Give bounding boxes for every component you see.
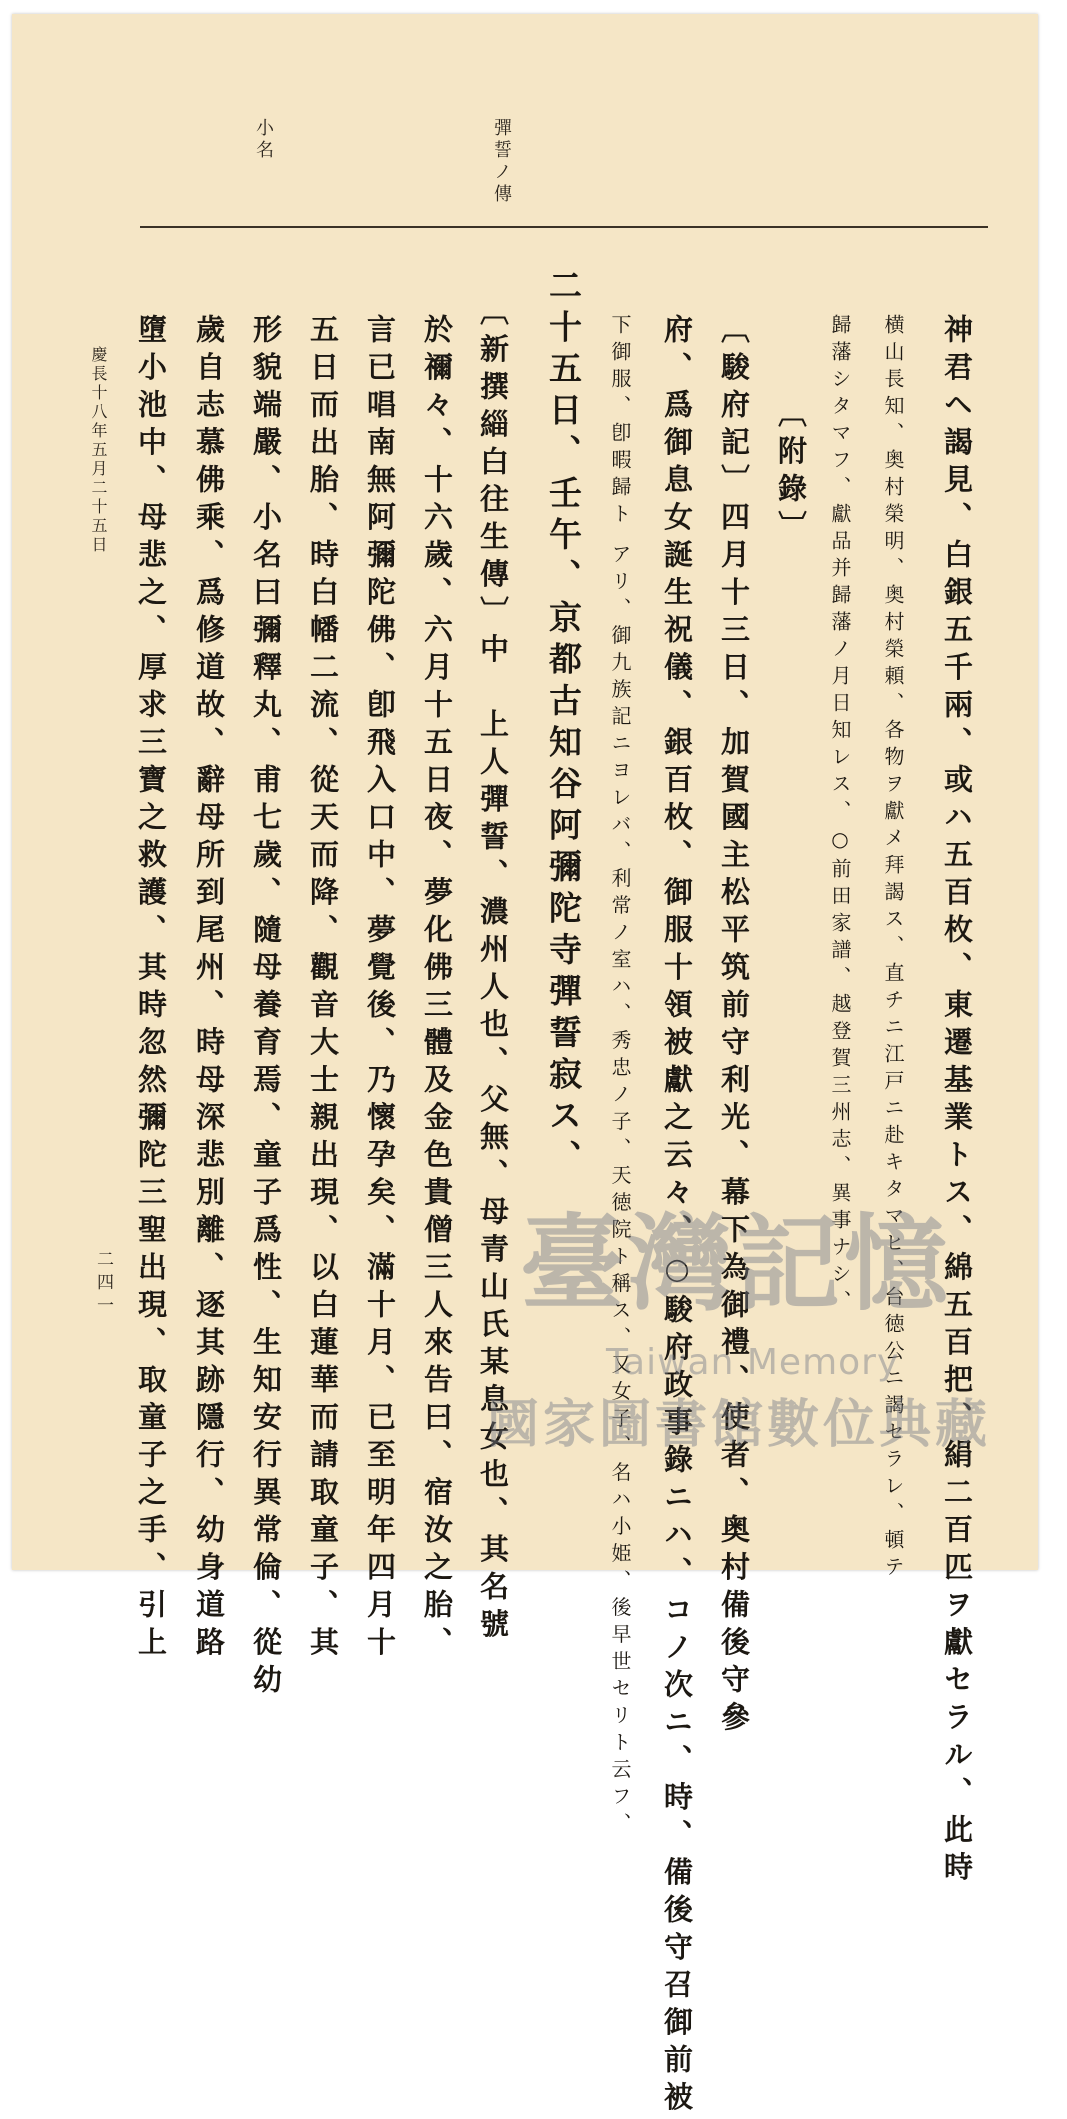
watermark-subtitle: Taiwan Memory	[606, 1342, 900, 1383]
text-column: 〔新撰緇白往生傳〕中 上人彈誓、濃州人也、父無、母青山氏某息女也、其名號	[476, 296, 510, 1646]
text-column: 於禰々、十六歲、六月十五日夜、夢化佛三體及金色貴僧三人來告曰、宿汝之胎、	[420, 314, 454, 1664]
text-column: 下御服、卽暇歸ト アリ、御九族記ニヨレバ、利常ノ室ハ、秀忠ノ子、天徳院ト稱ス、又女子、名ハ小姫、後早世セリト云フ、	[608, 314, 632, 1840]
text-column: 言已唱南無阿彌陀佛、卽飛入口中、夢覺後、乃懷孕矣、滿十月、已至明年四月十	[363, 314, 397, 1664]
book-page	[12, 14, 1038, 2119]
page-number: 二四一	[93, 1250, 113, 1319]
watermark-organization: 國家圖書館數位典藏	[487, 1395, 992, 1455]
text-column: 墮小池中、母悲之、厚求三寶之救護、其時忽然彌陀三聖出現、取童子之手、引上	[134, 314, 168, 1664]
text-column: 歸藩シタマフ、獻品并歸藩ノ月日知レス、○前田家譜、越登賀三州志、異事ナシ、	[828, 314, 852, 1317]
text-column: 歲自志慕佛乘、爲修道故、辭母所到尾州、時母深悲別離、逐其跡隱行、幼身道路	[192, 314, 226, 1664]
header-rule	[140, 226, 988, 228]
running-header-right: 彈誓ノ傳	[491, 118, 512, 206]
text-column: 形貌端嚴、小名曰彌釋丸、甫七歲、隨母養育焉、童子爲性、生知安行異常倫、從幼	[249, 314, 283, 1702]
text-column: 〔駿府記〕四月十三日、加賀國主松平筑前守利光、幕下為御禮、使者、奥村備後守參	[717, 314, 751, 1739]
watermark-title: 臺灣記憶	[520, 1203, 953, 1325]
entry-heading: 二十五日、壬午、京都古知谷阿彌陀寺彈誓寂ス、	[544, 268, 583, 1181]
text-column: 横山長知、奥村榮明、奥村榮頼、各物ヲ獻メ拜謁ス、直チニ江戸ニ赴キタマヒ、台徳公ニ謁セラレ、頓テ	[881, 314, 905, 1583]
text-column: 神君ヘ謁見、白銀五千兩、或ハ五百枚、東遷基業トス、綿五百把、絹二百匹ヲ獻セラル、此時	[940, 314, 974, 1889]
text-column: 府、爲御息女誕生祝儀、銀百枚、御服十領被獻之云々、○駿府政事錄ニハ、コノ次ニ、時、備後守召御前被	[660, 314, 694, 2119]
section-heading: 〔附錄〕	[774, 398, 808, 548]
margin-date: 慶長十八年五月二十五日	[89, 346, 108, 555]
running-header-left: 小名	[253, 118, 274, 162]
text-column: 五日而出胎、時白幡二流、從天而降、觀音大士親出現、以白蓮華而請取童子、其	[306, 314, 340, 1664]
